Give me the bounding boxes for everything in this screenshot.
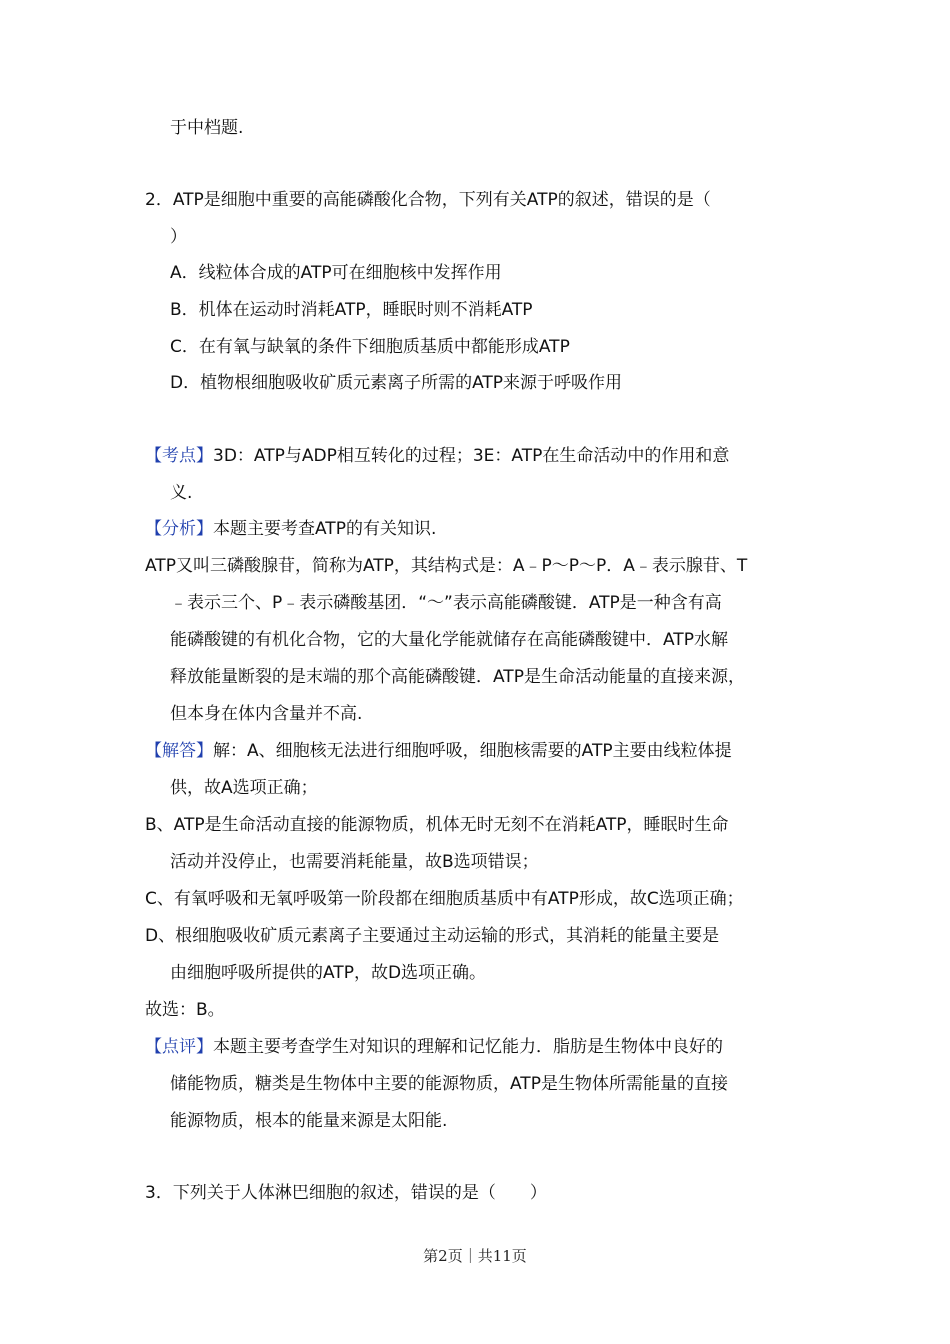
jieda-line (145, 739, 825, 763)
option-d: D．植物根细胞吸收矿质元素离子所需的ATP来源于呼吸作用 (170, 373, 623, 393)
comment-line-2: 储能物质，糖类是生物体中主要的能源物质，ATP是生物体所需能量的直接 (170, 1074, 728, 1094)
answer-line-7: 由细胞呼吸所提供的ATP，故D选项正确。 (170, 963, 487, 983)
kaodian-tag: 【考点】 (145, 446, 213, 466)
analysis-line-1: ATP又叫三磷酸腺苷，简称为ATP，其结构式是：A﹣P～P～P．A﹣表示腺苷、T (145, 556, 748, 576)
option-b: B．机体在运动时消耗ATP，睡眠时则不消耗ATP (170, 300, 533, 320)
kaodian-cont: 义. (170, 483, 193, 503)
final-choice: 故选：B。 (145, 1000, 225, 1020)
question-2-stem-cont: ） (170, 227, 187, 247)
jieda-text: 解：A、细胞核无法进行细胞呼吸，细胞核需要的ATP主要由线粒体提 (213, 741, 732, 761)
dianping-text: 本题主要考查学生对知识的理解和记忆能力．脂肪是生物体中良好的 (213, 1037, 723, 1057)
answer-line-3: B、ATP是生命活动直接的能源物质，机体无时无刻不在消耗ATP，睡眠时生命 (145, 815, 729, 835)
kaodian-line (145, 444, 825, 468)
analysis-line-4: 释放能量断裂的是末端的那个高能磷酸键．ATP是生命活动能量的直接来源， (170, 667, 745, 687)
jieda-tag: 【解答】 (145, 741, 213, 761)
analysis-line-3: 能磷酸键的有机化合物，它的大量化学能就储存在高能磷酸键中．ATP水解 (170, 630, 728, 650)
answer-line-5: C、有氧呼吸和无氧呼吸第一阶段都在细胞质基质中有ATP形成，故C选项正确； (145, 889, 744, 909)
fenxi-line (145, 517, 825, 541)
answer-line-2: 供，故A选项正确； (170, 778, 318, 798)
previous-text-end: 于中档题. (170, 118, 244, 138)
comment-line-3: 能源物质，根本的能量来源是太阳能. (170, 1111, 448, 1131)
dianping-line (145, 1035, 825, 1059)
page-footer: 第2页｜共11页 (423, 1247, 527, 1265)
analysis-line-2: ﹣表示三个、P﹣表示磷酸基团．“～”表示高能磷酸键．ATP是一种含有高 (170, 593, 722, 613)
dianping-tag: 【点评】 (145, 1037, 213, 1057)
option-c: C．在有氧与缺氧的条件下细胞质基质中都能形成ATP (170, 337, 570, 357)
answer-line-6: D、根细胞吸收矿质元素离子主要通过主动运输的形式，其消耗的能量主要是 (145, 926, 720, 946)
option-a: A．线粒体合成的ATP可在细胞核中发挥作用 (170, 263, 502, 283)
fenxi-text: 本题主要考查ATP的有关知识. (213, 519, 437, 539)
question-2-stem: 2．ATP是细胞中重要的高能磷酸化合物，下列有关ATP的叙述，错误的是（ (145, 190, 711, 210)
kaodian-text: 3D：ATP与ADP相互转化的过程；3E：ATP在生命活动中的作用和意 (213, 446, 730, 466)
answer-line-4: 活动并没停止，也需要消耗能量，故B选项错误； (170, 852, 539, 872)
analysis-line-5: 但本身在体内含量并不高. (170, 704, 363, 724)
question-3-stem: 3．下列关于人体淋巴细胞的叙述，错误的是（ ） (145, 1183, 547, 1203)
fenxi-tag: 【分析】 (145, 519, 213, 539)
